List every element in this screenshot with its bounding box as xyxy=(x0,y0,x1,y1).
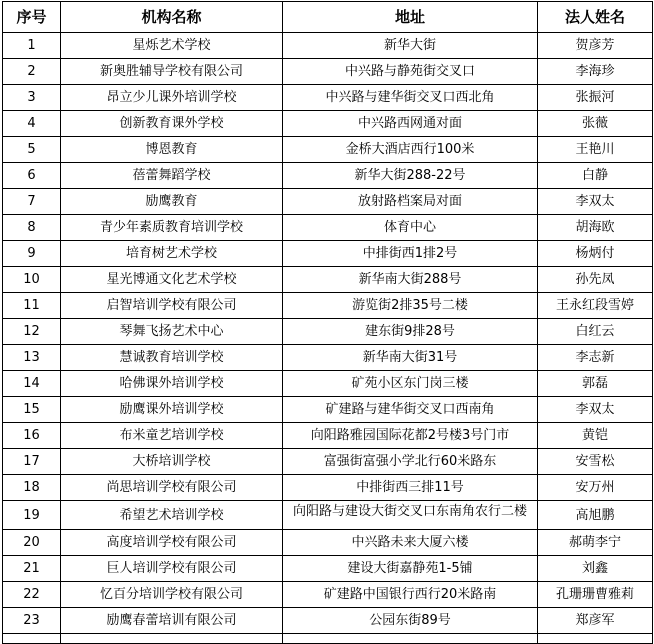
cell-address: 矿苑小区东门岗三楼 xyxy=(283,371,538,397)
cell-legal-person: 王永红段雪婷 xyxy=(538,293,653,319)
table-row xyxy=(3,608,653,634)
table-row xyxy=(3,449,653,475)
table-row xyxy=(3,59,653,85)
cell-legal-person: 高旭鹏 xyxy=(538,501,653,530)
table-row xyxy=(3,163,653,189)
cell-institution-name: 星光博通文化艺术学校 xyxy=(61,267,283,293)
cell-address: 建设大街嘉静苑1-5铺 xyxy=(283,556,538,582)
cell-legal-person: 郝萌李宁 xyxy=(538,530,653,556)
table-row xyxy=(3,556,653,582)
cell-serial: 16 xyxy=(3,423,61,449)
table-row xyxy=(3,293,653,319)
cell-legal-person: 安雪松 xyxy=(538,449,653,475)
cell-legal-person: 贺彦芳 xyxy=(538,33,653,59)
cell-institution-name: 尚思培训学校有限公司 xyxy=(61,475,283,501)
table-row xyxy=(3,501,653,530)
cell-address: 中兴路与建华街交叉口西北角 xyxy=(283,85,538,111)
table-row xyxy=(3,582,653,608)
cell-institution-name: 布米童艺培训学校 xyxy=(61,423,283,449)
cell-address: 建东街9排28号 xyxy=(283,319,538,345)
cell-serial: 2 xyxy=(3,59,61,85)
cell-institution-name: 励鹰教育 xyxy=(61,189,283,215)
cell-institution-name: 励鹰春蕾培训有限公司 xyxy=(61,608,283,634)
cell-legal-person: 郭磊 xyxy=(538,371,653,397)
cell-institution-name: 蓓蕾舞蹈学校 xyxy=(61,163,283,189)
cell-serial: 1 xyxy=(3,33,61,59)
table-row xyxy=(3,85,653,111)
cell-address: 放射路档案局对面 xyxy=(283,189,538,215)
cell-legal-person: 安万州 xyxy=(538,475,653,501)
cell-legal-person: 白静 xyxy=(538,163,653,189)
cell-address: 新华南大街31号 xyxy=(283,345,538,371)
cell-legal-person: 李志新 xyxy=(538,345,653,371)
cell-institution-name: 青少年素质教育培训学校 xyxy=(61,215,283,241)
table-row xyxy=(3,111,653,137)
header-serial: 序号 xyxy=(3,2,61,33)
cell-address: 中兴路西网通对面 xyxy=(283,111,538,137)
cell-legal-person: 李海珍 xyxy=(538,59,653,85)
cell-institution-name: 慧诚教育培训学校 xyxy=(61,345,283,371)
cell-legal-person: 杨炳付 xyxy=(538,241,653,267)
cell-address: 新华南大街288号 xyxy=(283,267,538,293)
cell-institution-name: 励鹰课外培训学校 xyxy=(61,397,283,423)
cell-institution-name: 创新教育课外学校 xyxy=(61,111,283,137)
table-row xyxy=(3,371,653,397)
cell-legal-person: 刘鑫 xyxy=(538,556,653,582)
institution-table xyxy=(2,1,653,644)
cell-institution-name: 星烁艺术学校 xyxy=(61,33,283,59)
table-row xyxy=(3,475,653,501)
cell-empty xyxy=(538,634,653,644)
cell-address: 向阳路雅园国际花都2号楼3号门市 xyxy=(283,423,538,449)
cell-legal-person: 白红云 xyxy=(538,319,653,345)
cell-legal-person: 李双太 xyxy=(538,189,653,215)
cell-address: 富强街富强小学北行60米路东 xyxy=(283,449,538,475)
header-institution-name: 机构名称 xyxy=(61,2,283,33)
cell-serial: 18 xyxy=(3,475,61,501)
cell-legal-person: 胡海欧 xyxy=(538,215,653,241)
header-row xyxy=(3,2,653,33)
cell-serial: 9 xyxy=(3,241,61,267)
cell-address: 中兴路与静苑街交叉口 xyxy=(283,59,538,85)
cell-address: 新华大街 xyxy=(283,33,538,59)
cell-institution-name: 巨人培训学校有限公司 xyxy=(61,556,283,582)
cell-serial: 19 xyxy=(3,501,61,530)
cell-institution-name: 大桥培训学校 xyxy=(61,449,283,475)
table-row xyxy=(3,33,653,59)
cell-institution-name: 忆百分培训学校有限公司 xyxy=(61,582,283,608)
cell-empty xyxy=(61,634,283,644)
cell-serial: 14 xyxy=(3,371,61,397)
cell-legal-person: 王艳川 xyxy=(538,137,653,163)
cell-serial: 15 xyxy=(3,397,61,423)
cell-address: 中排街西1排2号 xyxy=(283,241,538,267)
cell-address: 新华大街288-22号 xyxy=(283,163,538,189)
cell-serial: 22 xyxy=(3,582,61,608)
cell-address: 中兴路未来大厦六楼 xyxy=(283,530,538,556)
cell-address: 游览街2排35号二楼 xyxy=(283,293,538,319)
cell-serial: 6 xyxy=(3,163,61,189)
cell-address: 中排街西三排11号 xyxy=(283,475,538,501)
cell-serial: 8 xyxy=(3,215,61,241)
cell-serial: 3 xyxy=(3,85,61,111)
cell-institution-name: 培育树艺术学校 xyxy=(61,241,283,267)
cell-legal-person: 黄铠 xyxy=(538,423,653,449)
cell-serial: 13 xyxy=(3,345,61,371)
table-row xyxy=(3,423,653,449)
cell-serial: 5 xyxy=(3,137,61,163)
table-row-partial xyxy=(3,634,653,644)
cell-serial: 7 xyxy=(3,189,61,215)
cell-institution-name: 昂立少儿课外培训学校 xyxy=(61,85,283,111)
cell-address: 矿建路中国银行西行20米路南 xyxy=(283,582,538,608)
cell-institution-name: 博恩教育 xyxy=(61,137,283,163)
cell-serial: 12 xyxy=(3,319,61,345)
cell-address: 公园东街89号 xyxy=(283,608,538,634)
cell-serial: 20 xyxy=(3,530,61,556)
cell-serial: 23 xyxy=(3,608,61,634)
cell-institution-name: 希望艺术培训学校 xyxy=(61,501,283,530)
cell-legal-person: 孙先凤 xyxy=(538,267,653,293)
cell-institution-name: 新奥胜辅导学校有限公司 xyxy=(61,59,283,85)
cell-serial: 17 xyxy=(3,449,61,475)
cell-address: 体育中心 xyxy=(283,215,538,241)
cell-address: 矿建路与建华街交叉口西南角 xyxy=(283,397,538,423)
cell-empty xyxy=(283,634,538,644)
cell-legal-person: 李双太 xyxy=(538,397,653,423)
table-row xyxy=(3,189,653,215)
table-row xyxy=(3,530,653,556)
table-row xyxy=(3,267,653,293)
cell-institution-name: 启智培训学校有限公司 xyxy=(61,293,283,319)
header-legal-person: 法人姓名 xyxy=(538,2,653,33)
table-row xyxy=(3,241,653,267)
cell-address: 向阳路与建设大街交叉口东南角农行二楼 xyxy=(283,501,538,530)
cell-serial: 10 xyxy=(3,267,61,293)
cell-legal-person: 孔珊珊曹雅莉 xyxy=(538,582,653,608)
cell-address: 金桥大酒店西行100米 xyxy=(283,137,538,163)
table-row xyxy=(3,397,653,423)
cell-legal-person: 郑彦军 xyxy=(538,608,653,634)
cell-serial: 4 xyxy=(3,111,61,137)
table-row xyxy=(3,319,653,345)
cell-legal-person: 张振河 xyxy=(538,85,653,111)
cell-empty xyxy=(3,634,61,644)
cell-institution-name: 高度培训学校有限公司 xyxy=(61,530,283,556)
table-row xyxy=(3,345,653,371)
cell-serial: 21 xyxy=(3,556,61,582)
table-row xyxy=(3,137,653,163)
cell-institution-name: 琴舞飞扬艺术中心 xyxy=(61,319,283,345)
cell-institution-name: 哈佛课外培训学校 xyxy=(61,371,283,397)
cell-legal-person: 张薇 xyxy=(538,111,653,137)
header-address: 地址 xyxy=(283,2,538,33)
table-row xyxy=(3,215,653,241)
cell-serial: 11 xyxy=(3,293,61,319)
